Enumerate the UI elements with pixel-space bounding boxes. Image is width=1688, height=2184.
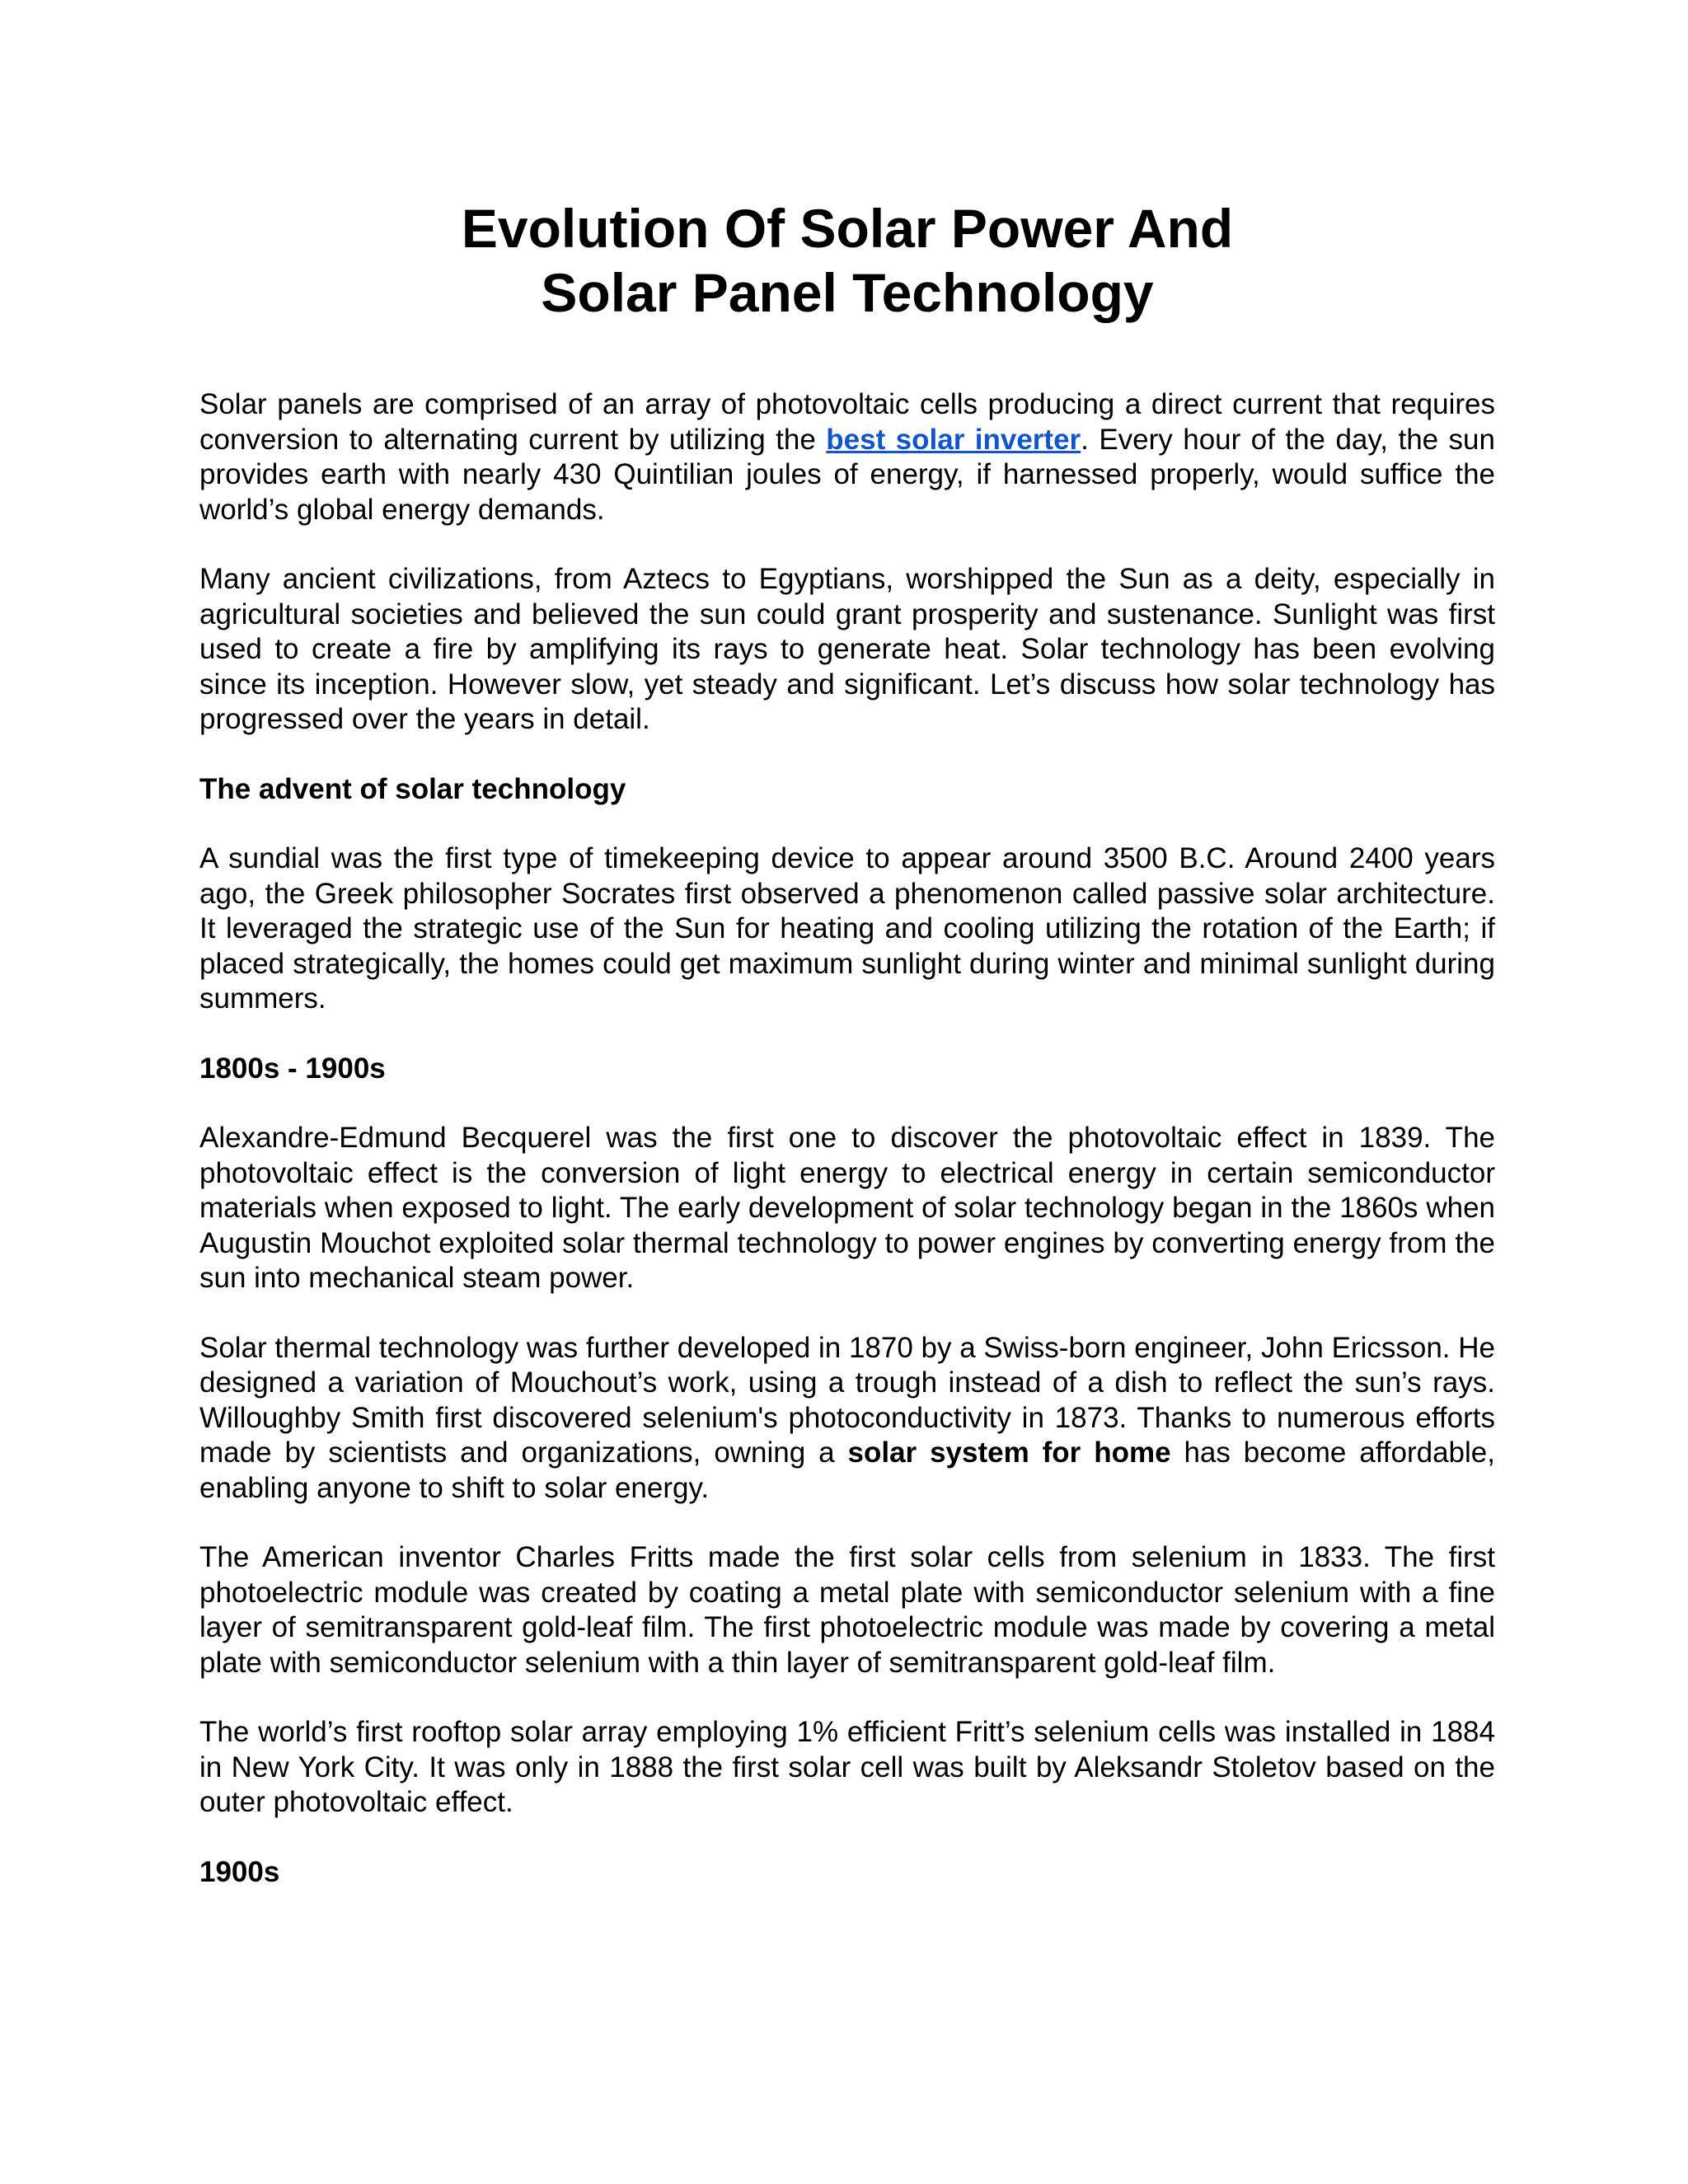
heading-1900s: 1900s [199, 1855, 280, 1888]
intro-text-b: . Every hour of the day, the sun provides earth with nearly 430 Quintilian joules of energy, if harnessed properly, would suffice the world’s global energy demands. [199, 423, 1495, 526]
intro-text-a: Solar panels are comprised of an array of photovoltaic cells producing a direct current that requires conversion to alternating current by utilizing the [199, 388, 1495, 456]
thermal-text-b: has become affordable, enabling anyone to shift to solar energy. [199, 1436, 1495, 1504]
heading-1800s-1900s: 1800s - 1900s [199, 1052, 386, 1085]
becquerel-paragraph: Alexandre-Edmund Becquerel was the first one to discover the photovoltaic effect in 1839. The photovoltaic effect is the conversion of light energy to electrical energy in certain semiconductor materials when exposed to light. The early development of solar technology began in the 1860s when Augustin Mouchot exploited solar thermal technology to power engines by converting energy from the sun into mechanical steam power. [199, 1122, 1495, 1294]
intro-paragraph [199, 387, 1495, 527]
thermal-text-a: Solar thermal technology was further developed in 1870 by a Swiss-born engineer, John Ericsson. He designed a variation of Mouchout’s work, using a trough instead of a dish to reflect the sun’s rays. Willoughby Smith first discovered selenium's photoconductivity in 1873. Thanks to numerous efforts made by scientists and organizations, owning a [199, 1331, 1495, 1469]
fritts-paragraph: The American inventor Charles Fritts made the first solar cells from selenium in 1833. The first photoelectric module was created by coating a metal plate with semiconductor selenium with a fine layer of semitransparent gold-leaf film. The first photoelectric module was made by covering a metal plate with semiconductor selenium with a thin layer of semitransparent gold-leaf film. [199, 1541, 1495, 1679]
rooftop-paragraph: The world’s first rooftop solar array employing 1% efficient Fritt’s selenium cells was installed in 1884 in New York City. It was only in 1888 the first solar cell was built by Aleksandr Stoletov based on the outer photovoltaic effect. [199, 1716, 1495, 1818]
document-title [199, 196, 1495, 325]
thermal-paragraph [199, 1331, 1495, 1507]
heading-advent: The advent of solar technology [199, 772, 626, 805]
title-line-2: Solar Panel Technology [541, 262, 1154, 323]
document-body [199, 387, 1495, 1924]
title-line-1: Evolution Of Solar Power And [461, 198, 1234, 259]
ancient-civilizations-paragraph: Many ancient civilizations, from Aztecs to Egyptians, worshipped the Sun as a deity, especially in agricultural societies and believed the sun could grant prosperity and sustenance. Sunlight was first used to create a fire by amplifying its rays to generate heat. Solar technology has been evolving since its inception. However slow, yet steady and significant. Let’s discuss how solar technology has progressed over the years in detail. [199, 563, 1495, 735]
best-solar-inverter-link[interactable]: best solar inverter [826, 423, 1081, 456]
solar-system-for-home-bold: solar system for home [847, 1436, 1171, 1469]
sundial-paragraph: A sundial was the first type of timekeeping device to appear around 3500 B.C. Around 2400 years ago, the Greek philosopher Socrates first observed a phenomenon called passive solar architecture. It leveraged the strategic use of the Sun for heating and cooling utilizing the rotation of the Earth; if placed strategically, the homes could get maximum sunlight during winter and minimal sunlight during summers. [199, 842, 1495, 1015]
